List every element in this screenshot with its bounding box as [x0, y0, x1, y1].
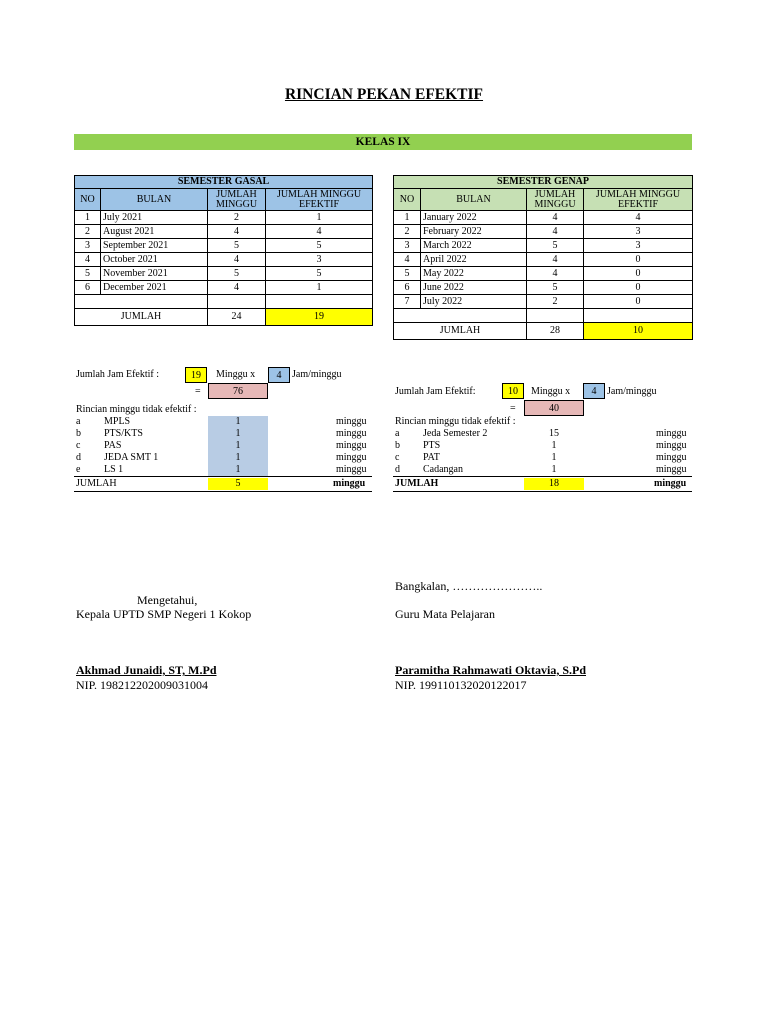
row-month: November 2021 — [101, 267, 208, 281]
header-jumlah-minggu: JUMLAH MINGGU — [208, 189, 266, 211]
total-row — [75, 309, 373, 326]
item-letter: d — [76, 452, 81, 463]
item-unit: minggu — [336, 464, 367, 475]
teacher-name: Paramitha Rahmawati Oktavia, S.Pd — [395, 663, 587, 677]
row-weeks: 4 — [208, 253, 266, 267]
row-no: 5 — [394, 267, 421, 281]
item-value: 15 — [549, 428, 559, 439]
row-effective-weeks: 3 — [584, 225, 693, 239]
item-value: 1 — [551, 452, 557, 463]
row-no: 7 — [394, 295, 421, 309]
item-unit: minggu — [656, 440, 687, 451]
row-no: 1 — [75, 211, 101, 225]
equals-sign: = — [510, 403, 516, 414]
divider — [74, 476, 372, 477]
table-row — [75, 281, 373, 295]
row-month: January 2022 — [421, 211, 527, 225]
row-month: February 2022 — [421, 225, 527, 239]
item-unit: minggu — [656, 464, 687, 475]
equals-sign: = — [195, 386, 201, 397]
item-name: LS 1 — [104, 464, 124, 475]
jam-value: 4 — [268, 367, 290, 383]
semester-gasal-header-row — [75, 176, 373, 189]
rincian-title: Rincian minggu tidak efektif : — [395, 416, 516, 427]
row-no: 2 — [394, 225, 421, 239]
item-letter: b — [395, 440, 400, 451]
jam-unit: Jam/minggu — [607, 386, 657, 397]
table-row — [75, 267, 373, 281]
column-header-row — [394, 189, 693, 211]
row-no: 5 — [75, 267, 101, 281]
item-letter: b — [76, 428, 81, 439]
row-month: December 2021 — [101, 281, 208, 295]
total-label: JUMLAH — [76, 478, 117, 489]
table-row — [75, 253, 373, 267]
item-name: PTS/KTS — [104, 428, 143, 439]
divider — [74, 491, 372, 492]
minggu-value: 10 — [502, 383, 524, 399]
teacher-nip: NIP. 199110132020122017 — [395, 678, 527, 692]
total-effective-weeks: 19 — [266, 309, 373, 326]
row-weeks: 5 — [527, 239, 584, 253]
total-effective-weeks: 10 — [584, 323, 693, 340]
item-value: 1 — [208, 452, 268, 464]
row-effective-weeks: 0 — [584, 295, 693, 309]
row-weeks: 4 — [527, 211, 584, 225]
row-effective-weeks: 3 — [266, 253, 373, 267]
table-row — [394, 281, 693, 295]
semester-gasal-table — [74, 175, 373, 326]
table-row — [394, 211, 693, 225]
item-letter: a — [76, 416, 81, 427]
table-row — [75, 239, 373, 253]
row-weeks: 2 — [208, 211, 266, 225]
item-unit: minggu — [336, 416, 367, 427]
row-month: March 2022 — [421, 239, 527, 253]
row-weeks: 4 — [527, 267, 584, 281]
table-row — [394, 225, 693, 239]
table-row — [394, 267, 693, 281]
semester-genap-title: SEMESTER GENAP — [394, 176, 693, 189]
total-label: JUMLAH — [395, 478, 439, 489]
total-weeks: 24 — [208, 309, 266, 326]
total-label: JUMLAH — [75, 309, 208, 326]
row-no: 6 — [75, 281, 101, 295]
row-effective-weeks: 4 — [266, 225, 373, 239]
item-value: 1 — [551, 440, 557, 451]
result-value: 40 — [524, 400, 584, 416]
teacher-role: Guru Mata Pelajaran — [395, 607, 495, 621]
row-month: September 2021 — [101, 239, 208, 253]
header-no: NO — [394, 189, 421, 211]
minggu-x-label: Minggu x — [216, 369, 256, 380]
item-letter: c — [76, 440, 81, 451]
header-jumlah-minggu-efektif: JUMLAH MINGGU EFEKTIF — [266, 189, 373, 211]
row-month: May 2022 — [421, 267, 527, 281]
jam-efektif-label: Jumlah Jam Efektif : — [76, 369, 160, 380]
jam-unit: Jam/minggu — [292, 369, 342, 380]
table-row — [394, 253, 693, 267]
divider — [393, 491, 692, 492]
header-bulan: BULAN — [421, 189, 527, 211]
item-name: PAS — [104, 440, 122, 451]
header-jumlah-minggu: JUMLAH MINGGU — [527, 189, 584, 211]
item-letter: d — [395, 464, 400, 475]
item-unit: minggu — [336, 440, 367, 451]
row-month: June 2022 — [421, 281, 527, 295]
row-effective-weeks: 4 — [584, 211, 693, 225]
semester-gasal-title: SEMESTER GASAL — [75, 176, 373, 189]
row-no: 2 — [75, 225, 101, 239]
minggu-x-label: Minggu x — [531, 386, 571, 397]
item-name: PAT — [423, 452, 440, 463]
row-weeks: 4 — [208, 281, 266, 295]
item-name: JEDA SMT 1 — [104, 452, 159, 463]
item-unit: minggu — [336, 452, 367, 463]
header-no: NO — [75, 189, 101, 211]
total-unit: minggu — [654, 478, 687, 489]
row-effective-weeks: 1 — [266, 281, 373, 295]
empty-row — [394, 309, 693, 323]
row-month: October 2021 — [101, 253, 208, 267]
total-label: JUMLAH — [394, 323, 527, 340]
semester-genap-header-row — [394, 176, 693, 189]
row-no: 3 — [75, 239, 101, 253]
row-weeks: 5 — [208, 239, 266, 253]
row-no: 4 — [394, 253, 421, 267]
item-name: Cadangan — [423, 464, 463, 475]
mengetahui-label: Mengetahui, — [137, 593, 198, 607]
column-header-row — [75, 189, 373, 211]
item-unit: minggu — [656, 428, 687, 439]
place-date: Bangkalan, ………………….. — [395, 579, 543, 593]
item-value: 1 — [551, 464, 557, 475]
total-value: 18 — [524, 478, 584, 490]
divider — [393, 476, 692, 477]
row-month: April 2022 — [421, 253, 527, 267]
item-unit: minggu — [336, 428, 367, 439]
item-letter: c — [395, 452, 400, 463]
page-title: RINCIAN PEKAN EFEKTIF — [284, 86, 484, 103]
row-effective-weeks: 0 — [584, 267, 693, 281]
total-unit: minggu — [333, 478, 366, 489]
result-value: 76 — [208, 383, 268, 399]
row-weeks: 4 — [527, 253, 584, 267]
item-value: 1 — [208, 440, 268, 452]
minggu-value: 19 — [185, 367, 207, 383]
item-value: 1 — [208, 428, 268, 440]
row-month: August 2021 — [101, 225, 208, 239]
row-weeks: 2 — [527, 295, 584, 309]
item-letter: a — [395, 428, 400, 439]
principal-name: Akhmad Junaidi, ST, M.Pd — [76, 663, 217, 677]
total-value: 5 — [208, 478, 268, 490]
item-name: Jeda Semester 2 — [423, 428, 488, 439]
table-row — [75, 225, 373, 239]
item-letter: e — [76, 464, 81, 475]
table-row — [394, 239, 693, 253]
row-weeks: 4 — [527, 225, 584, 239]
item-name: MPLS — [104, 416, 131, 427]
total-row — [394, 323, 693, 340]
item-value: 1 — [208, 464, 268, 476]
row-month: July 2021 — [101, 211, 208, 225]
header-jumlah-minggu-efektif: JUMLAH MINGGU EFEKTIF — [584, 189, 693, 211]
row-weeks: 5 — [208, 267, 266, 281]
row-effective-weeks: 0 — [584, 281, 693, 295]
row-effective-weeks: 0 — [584, 253, 693, 267]
principal-nip: NIP. 198212202009031004 — [76, 678, 209, 692]
row-effective-weeks: 5 — [266, 267, 373, 281]
row-no: 4 — [75, 253, 101, 267]
item-name: PTS — [423, 440, 441, 451]
row-no: 1 — [394, 211, 421, 225]
jam-value: 4 — [583, 383, 605, 399]
row-month: July 2022 — [421, 295, 527, 309]
row-effective-weeks: 5 — [266, 239, 373, 253]
empty-row — [75, 295, 373, 309]
header-bulan: BULAN — [101, 189, 208, 211]
row-weeks: 4 — [208, 225, 266, 239]
table-row — [75, 211, 373, 225]
item-value: 1 — [208, 416, 268, 428]
principal-role: Kepala UPTD SMP Negeri 1 Kokop — [76, 607, 252, 621]
row-no: 3 — [394, 239, 421, 253]
semester-genap-table — [393, 175, 693, 340]
row-weeks: 5 — [527, 281, 584, 295]
row-effective-weeks: 3 — [584, 239, 693, 253]
table-row — [394, 295, 693, 309]
total-weeks: 28 — [527, 323, 584, 340]
rincian-title: Rincian minggu tidak efektif : — [76, 404, 197, 415]
item-unit: minggu — [656, 452, 687, 463]
class-banner: KELAS IX — [74, 134, 692, 150]
row-no: 6 — [394, 281, 421, 295]
row-effective-weeks: 1 — [266, 211, 373, 225]
jam-efektif-label: Jumlah Jam Efektif: — [395, 386, 476, 397]
